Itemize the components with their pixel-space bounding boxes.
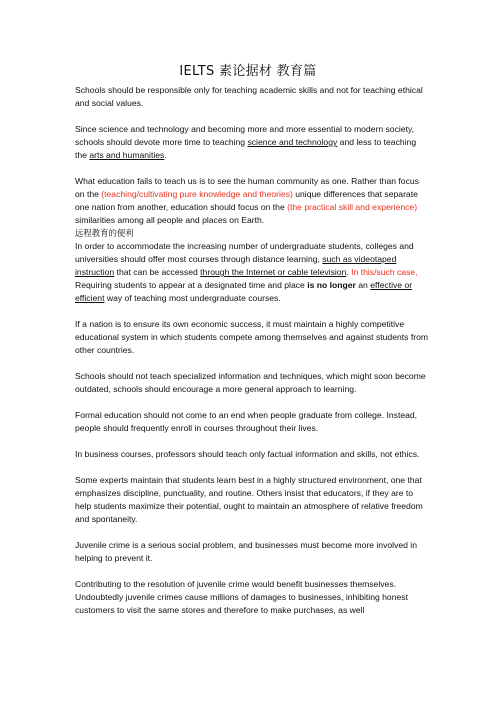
p2-text-b: and less to teaching the xyxy=(75,137,417,160)
p4-text-c: . xyxy=(346,267,352,277)
p4-text-f: way of teaching most undergraduate courses. xyxy=(104,293,281,303)
paragraph-3 xyxy=(75,175,429,227)
p4-underline-videotaped: such as videotaped instruction xyxy=(75,254,397,277)
p3-text-a: What education fails to teach us is to see the human community as one. Rather than focus on the xyxy=(75,176,419,199)
p3-text-b: unique differences that separate one nation from another, education should focus on the xyxy=(75,189,418,212)
p4-text-e: an xyxy=(355,280,371,290)
p2-underline-science: science and technology xyxy=(247,137,338,147)
section-heading-cn: 远程教育的便利 xyxy=(75,228,134,238)
p4-text-d: Requiring students to appear at a designated time and place xyxy=(75,280,308,290)
p3-text-c: similarities among all people and places on Earth. xyxy=(75,215,265,225)
paragraph-5: If a nation is to ensure its own economic success, it must maintain a highly competitive educational system in which students compete among themselves and against students from other countries. xyxy=(75,319,429,355)
paragraph-4 xyxy=(75,240,429,305)
p4-underline-internet: through the Internet or cable television xyxy=(200,267,347,277)
paragraph-6: Schools should not teach specialized information and techniques, which might soon become outdated, schools should encourage a more general approach to learning. xyxy=(75,371,426,394)
p4-bold-no-longer: is no longer xyxy=(307,280,356,290)
p2-text-a: Since science and technology and becoming more and more essential to modern society, schools should devote more time to teaching xyxy=(75,124,415,147)
paragraph-8: In business courses, professors should teach only factual information and skills, not ethics. xyxy=(75,449,420,459)
paragraph-11: Contributing to the resolution of juvenile crime would benefit businesses themselves. Undoubtedly juvenile crimes cause millions of damages to businesses, inhibiting honest customers to visit the same stores and therefore to make purchases, as well xyxy=(75,579,408,615)
document-body xyxy=(75,84,429,617)
p3-red-note-1: (teaching/cultivating pure knowledge and theories) xyxy=(101,189,293,199)
p4-underline-effective: effective or efficient xyxy=(75,280,413,303)
document-title: IELTS 素论据材 教育篇 xyxy=(179,64,317,79)
paragraph-2 xyxy=(75,123,429,162)
p2-text-c: . xyxy=(164,150,167,160)
p4-red-transition: In this/such case, xyxy=(351,267,418,277)
p2-underline-arts: arts and humanities xyxy=(89,150,165,160)
p4-text-a: In order to accommodate the increasing number of undergraduate students, colleges and universities should offer most courses through distance learning, xyxy=(75,241,414,264)
paragraph-7: Formal education should not come to an end when people graduate from college. Instead, people should frequently enroll in courses throughout their lives. xyxy=(75,410,418,433)
p4-text-b: that can be accessed xyxy=(114,267,201,277)
paragraph-1: Schools should be responsible only for teaching academic skills and not for teaching ethical and social values. xyxy=(75,85,423,108)
paragraph-10: Juvenile crime is a serious social problem, and businesses must become more involved in helping to prevent it. xyxy=(75,540,417,563)
p3-red-note-2: (the practical skill and experience) xyxy=(287,202,418,212)
paragraph-9: Some experts maintain that students learn best in a highly structured environment, one that emphasizes discipline, punctuality, and routine. Others insist that educators, if they are to help students maximize their potential, ought to maintain an atmosphere of relative freedom and spontaneity. xyxy=(75,475,423,524)
